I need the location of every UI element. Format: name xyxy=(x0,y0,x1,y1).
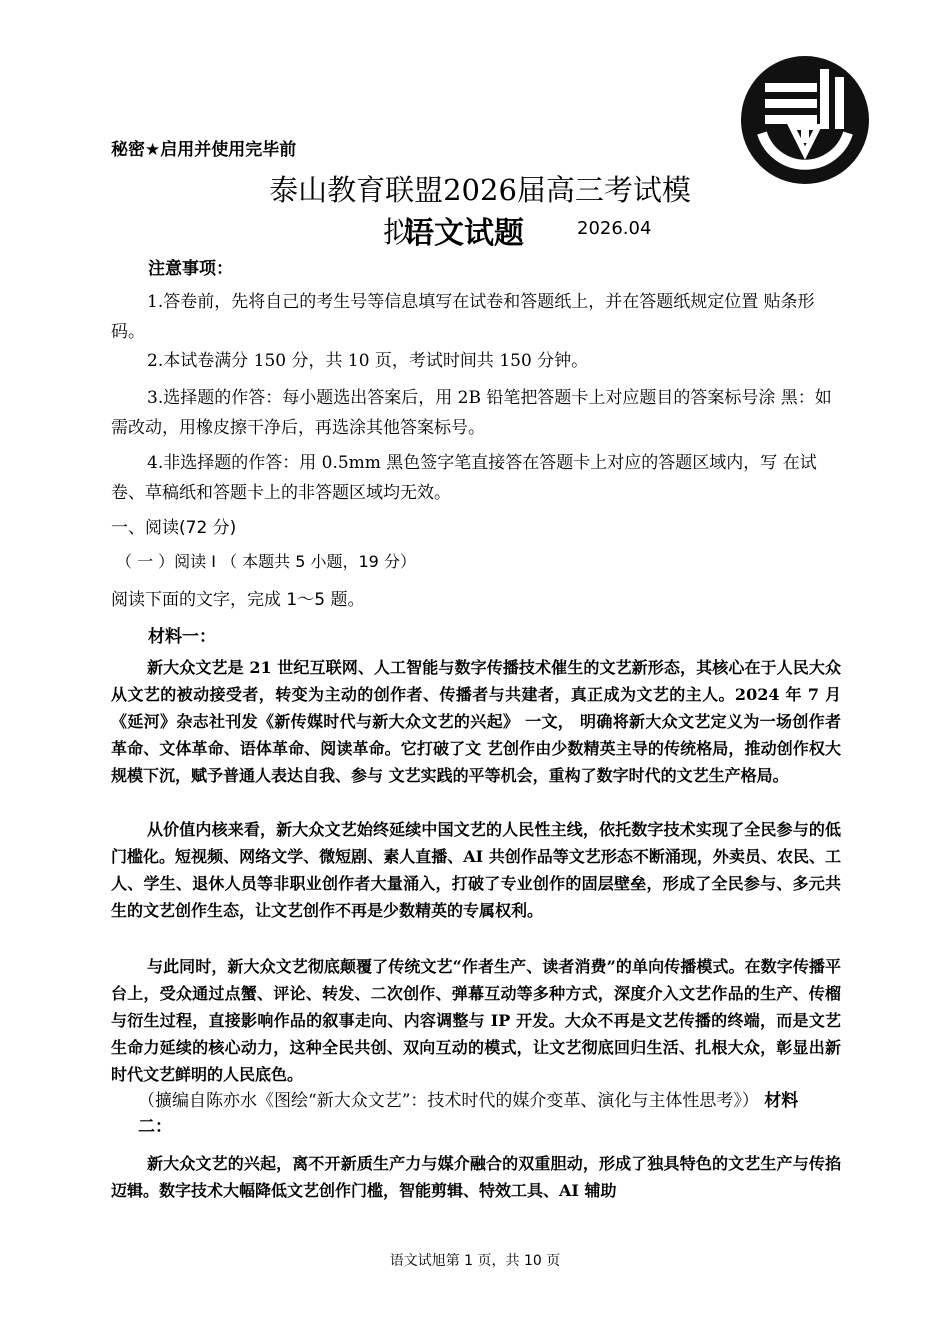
citation-text: （擴编自陈亦水《图绘“新大众文艺”：技术时代的媒介变革、演化与主体性思考》） xyxy=(138,1091,759,1111)
material1-paragraph-2: 从价值内核来看，新大众文艺始终延续中国文艺的人民性主线，依托数字技术实现了全民参与的低门槛化。短视频、网络文学、微短剧、素人直播、AI 共创作品等文艺形态不断涌现，外卖员、农民、工人、学生、退休人员等非职业创作者大量涌入，打破了专业创作的固层壁垒，形成了全民参与、多元共生的文艺创作生态，让文艺创作不再是少数精英的专属权利。 xyxy=(111,820,841,920)
notice-item-1: 1.答卷前，先将自己的考生号等信息填写在试卷和答题纸上，并在答题纸规定位置 贴条形码。 xyxy=(111,292,815,342)
notice-heading: 注意事项： xyxy=(148,259,233,279)
exam-title-line1: 泰山教育联盟2026届高三考试模 xyxy=(269,173,691,207)
material2-paragraph-1: 新大众文艺的兴起，离不开新质生产力与媒介融合的双重胆动，形成了独具特色的文艺生产与传掐迈辑。数字技术大幅降低文艺创作门槛，智能剪辑、特效工具、AI 辅助 xyxy=(111,1154,841,1200)
confidential-label: 秘密★启用并使用完毕前 xyxy=(111,140,297,160)
material1-paragraph-1: 新大众文艺是 21 世纪互联网、人工智能与数字传播技术催生的文艺新形态，其核心在于人民大众从文艺的被动接受者，转变为主动的创作者、传播者与共建者，真正成为文艺的主人。2024 年 7 月《延河》杂志社刊发《新传媒时代与新大众文艺的兴起》 一文， 明确将新大众文艺定义为一场创作者革命、文体革命、语体革命、阅读革命。它打破了文 艺创作由少数精英主导的传统格局，推动创作权大规模下沉，赋予普通人表达自我、参与 文艺实践的平等机会，重构了数字时代的文艺生产格局。 xyxy=(111,658,841,785)
material2-heading: 材料二： xyxy=(138,1091,799,1137)
material1-paragraph-3: 与此同时，新大众文艺彻底颠覆了传统文艺“作者生产、读者消费”的单向传播模式。在数字传播平台上，受众通过点蟹、评论、转发、二次创作、弹幕互动等多种方式，深度介入文艺作品的生产、传榴与衍生过程，直接影响作品的叙事走向、内容调整与 IP 开发。大众不再是文艺传播的终端，而是文艺生命力延续的核心动力，这种全民共创、双向互动的模式，让文艺彻底回归生活、扎根大众，彰显出新时代文艺鲜明的人民底色。 xyxy=(111,957,841,1084)
reading-instruction: 阅读下面的文字，完成 1～5 题。 xyxy=(111,590,365,610)
exam-date: 2026.04 xyxy=(577,218,652,239)
section-title: 一、阅读(72 分) xyxy=(111,518,237,538)
exam-title-line2-prefix: 拟 xyxy=(383,215,413,249)
notice-item-2: 2.本试卷满分 150 分，共 10 页，考试时间共 150 分钟。 xyxy=(147,351,589,371)
page-footer: 语文试旭第 1 页，共 10 页 xyxy=(389,1253,561,1269)
material1-citation xyxy=(138,1088,818,1140)
notice-item-3: 3.选择题的作答：每小题选出答案后，用 2B 铅笔把答题卡上对应题目的答案标号涂 黑：如需改动，用橡皮擦干净后，再选涂其他答案标号。 xyxy=(111,388,832,438)
section-subtitle: （ 一 ）阅读 I （ 本题共 5 小题，19 分） xyxy=(116,552,416,571)
material1-heading: 材料一： xyxy=(148,627,216,647)
exam-subject-title: 语文试题 xyxy=(404,216,524,251)
taishan-logo-icon xyxy=(740,55,870,185)
notice-item-4: 4.非选择题的作答：用 0.5mm 黑色签字笔直接答在答题卡上对应的答题区域内，写 在试卷、草稿纸和答题卡上的非答题区域均无效。 xyxy=(111,453,817,503)
